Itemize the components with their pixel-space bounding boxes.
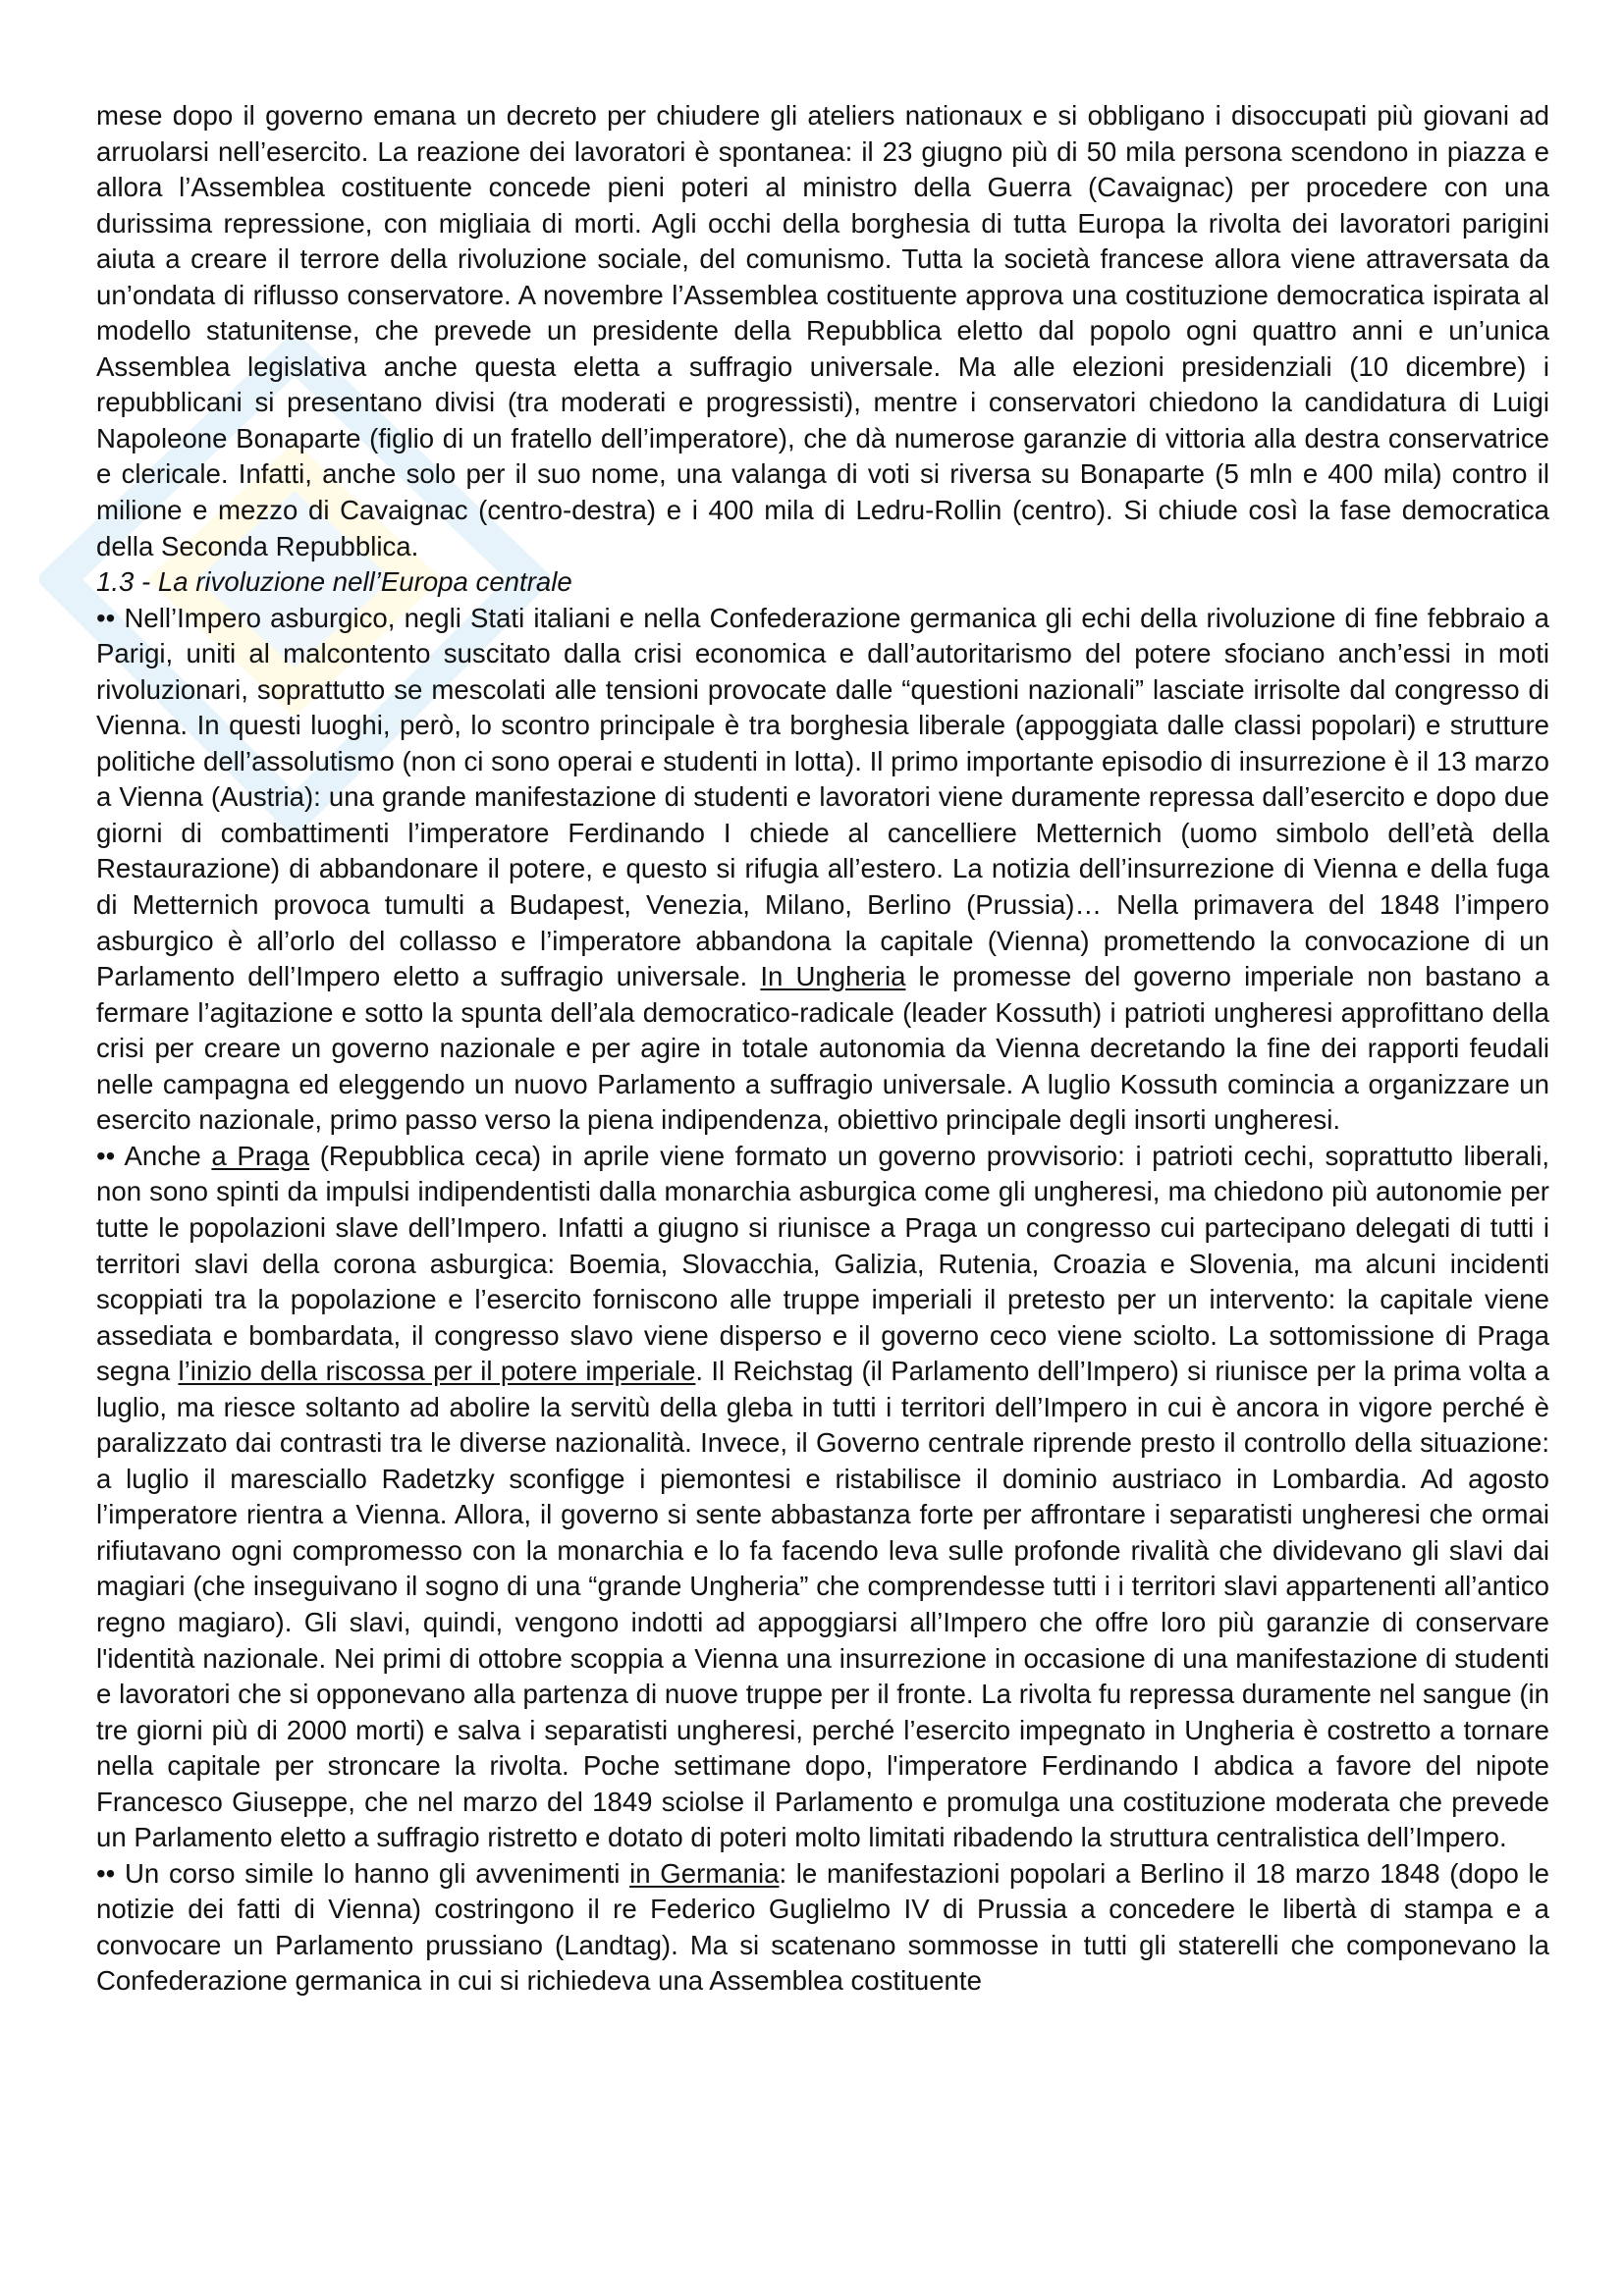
paragraph-habsburg-text-a: •• Nell’Impero asburgico, negli Stati italiani e nella Confederazione germanica gli echi della rivoluzione di fine febbraio a Parigi, uniti al malcontento suscitato dalla crisi economica e dall’autoritarismo del potere sfociano anch’essi in moti rivoluzionari, soprattutto se mescolati alle tensioni provocate dalle “questioni nazionali” lasciate irrisolte dal congresso di Vienna. In questi luoghi, però, lo scontro principale è tra borghesia liberale (appoggiata dalle classi popolari) e strutture politiche dell’assolutismo (non ci sono operai e studenti in lotta). Il primo importante episodio di insurrezione è il 13 marzo a Vienna (Austria): una grande manifestazione di studenti e lavoratori viene duramente repressa dall’esercito e dopo due giorni di combattimenti l’imperatore Ferdinando I chiede al cancelliere Metternich (uomo simbolo dell’età della Restaurazione) di abbandonare il potere, e questo si rifugia all’estero. La notizia dell’insurrezione di Vienna e della fuga di Metternich provoca tumulti a Budapest, Venezia, Milano, Berlino (Prussia)… Nella primavera del 1848 l’impero asburgico è all’orlo del collasso e l’imperatore abbandona la capitale (Vienna) promettendo la convocazione di un Parlamento dell’Impero eletto a suffragio universale.	[96, 602, 1549, 992]
paragraph-prague-text-b: (Repubblica ceca) in aprile viene formato un governo provvisorio: i patrioti cechi, soprattutto liberali, non sono spinti da impulsi indipendentisti dalla monarchia asburgica come gli ungheresi, ma chiedono più autonomie per tutte le popolazioni slave dell’Impero. Infatti a giugno si riunisce a Praga un congresso cui partecipano delegati di tutti i territori slavi della corona asburgica: Boemia, Slovacchia, Galizia, Rutenia, Croazia e Slovenia, ma alcuni incidenti scoppiati tra la popolazione e l’esercito forniscono alle truppe imperiali il pretesto per un intervento: la capitale viene assediata e bombardata, il congresso slavo viene disperso e il governo ceco viene sciolto. La sottomissione di Praga segna	[96, 1140, 1549, 1387]
paragraph-prague	[96, 1139, 1549, 1856]
document-page	[96, 98, 1549, 2000]
underline-a-praga: a Praga	[211, 1140, 310, 1171]
underline-in-ungheria: In Ungheria	[760, 961, 906, 992]
section-title: 1.3 - La rivoluzione nell’Europa centrale	[96, 566, 572, 598]
underline-in-germania: in Germania	[629, 1857, 780, 1889]
paragraph-habsburg	[96, 601, 1549, 1139]
paragraph-prague-text-c: . Il Reichstag (il Parlamento dell’Impero) si riunisce per la prima volta a luglio, ma riesce soltanto ad abolire la servitù della gleba in tutti i territori dell’Impero in cui è ancora in vigore perché è paralizzato dai contrasti tra le diverse nazionalità. Invece, il Governo centrale riprende presto il controllo della situazione: a luglio il maresciallo Radetzky sconfigge i piemontesi e ristabilisce il dominio austriaco in Lombardia. Ad agosto l’imperatore rientra a Vienna. Allora, il governo si sente abbastanza forte per affrontare i separatisti ungheresi che ormai rifiutavano ogni compromesso con la monarchia e lo fa facendo leva sulle profonde rivalità che dividevano gli slavi dai magiari (che inseguivano il sogno di una “grande Ungheria” che comprendesse tutti i i territori slavi appartenenti all’antico regno magiaro). Gli slavi, quindi, vengono indotti ad appoggiarsi all’Impero che offre loro più garanzie di conservare l'identità nazionale. Nei primi di ottobre scoppia a Vienna una insurrezione in occasione di una manifestazione di studenti e lavoratori che si opponevano alla partenza di nuove truppe per il fronte. La rivolta fu repressa duramente nel sangue (in tre giorni più di 2000 morti) e salva i separatisti ungheresi, perché l’esercito impegnato in Ungheria è costretto a tornare nella capitale per stroncare la rivolta. Poche settimane dopo, l'imperatore Ferdinando I abdica a favore del nipote Francesco Giuseppe, che nel marzo del 1849 sciolse il Parlamento e promulga una costituzione moderata che prevede un Parlamento eletto a suffragio ristretto e dotato di poteri molto limitati ribadendo la struttura centralistica dell’Impero.	[96, 1356, 1549, 1853]
paragraph-germany-text-b: : le manifestazioni popolari a Berlino il 18 marzo 1848 (dopo le notizie dei fatti di Vienna) costringono il re Federico Guglielmo IV di Prussia a concedere le libertà di stampa e a convocare un Parlamento prussiano (Landtag). Ma si scatenano sommosse in tutti gli staterelli che componevano la Confederazione germanica in cui si richiedeva una Assemblea costituente	[96, 1857, 1549, 1997]
paragraph-habsburg-text-b: le promesse del governo imperiale non bastano a fermare l’agitazione e sotto la spunta dell’ala democratico-radicale (leader Kossuth) i patrioti ungheresi approfittano della crisi per creare un governo nazionale e per agire in totale autonomia da Vienna decretando la fine dei rapporti feudali nelle campagna ed eleggendo un nuovo Parlamento a suffragio universale. A luglio Kossuth comincia a organizzare un esercito nazionale, primo passo verso la piena indipendenza, obiettivo principale degli insorti ungheresi.	[96, 961, 1549, 1136]
paragraph-intro: mese dopo il governo emana un decreto per chiudere gli ateliers nationaux e si obbligano i disoccupati più giovani ad arruolarsi nell’esercito. La reazione dei lavoratori è spontanea: il 23 giugno più di 50 mila persona scendono in piazza e allora l’Assemblea costituente concede pieni poteri al ministro della Guerra (Cavaignac) per procedere con una durissima repressione, con migliaia di morti. Agli occhi della borghesia di tutta Europa la rivolta dei lavoratori parigini aiuta a creare il terrore della rivoluzione sociale, del comunismo. Tutta la società francese allora viene attraversata da un’ondata di riflusso conservatore. A novembre l’Assemblea costituente approva una costituzione democratica ispirata al modello statunitense, che prevede un presidente della Repubblica eletto dal popolo ogni quattro anni e un’unica Assemblea legislativa anche questa eletta a suffragio universale. Ma alle elezioni presidenziali (10 dicembre) i repubblicani si presentano divisi (tra moderati e progressisti), mentre i conservatori chiedono la candidatura di Luigi Napoleone Bonaparte (figlio di un fratello dell’imperatore), che dà numerose garanzie di vittoria alla destra conservatrice e clericale. Infatti, anche solo per il suo nome, una valanga di voti si riversa su Bonaparte (5 mln e 400 mila) contro il milione e mezzo di Cavaignac (centro-destra) e i 400 mila di Ledru-Rollin (centro). Si chiude così la fase democratica della Seconda Repubblica.	[96, 100, 1549, 561]
paragraph-germany-text-a: •• Un corso simile lo hanno gli avvenimenti	[96, 1857, 630, 1889]
paragraph-prague-text-a: •• Anche	[96, 1140, 212, 1171]
paragraph-germany	[96, 1856, 1549, 2000]
underline-riscossa: l’inizio della riscossa per il potere imperiale	[178, 1356, 696, 1387]
